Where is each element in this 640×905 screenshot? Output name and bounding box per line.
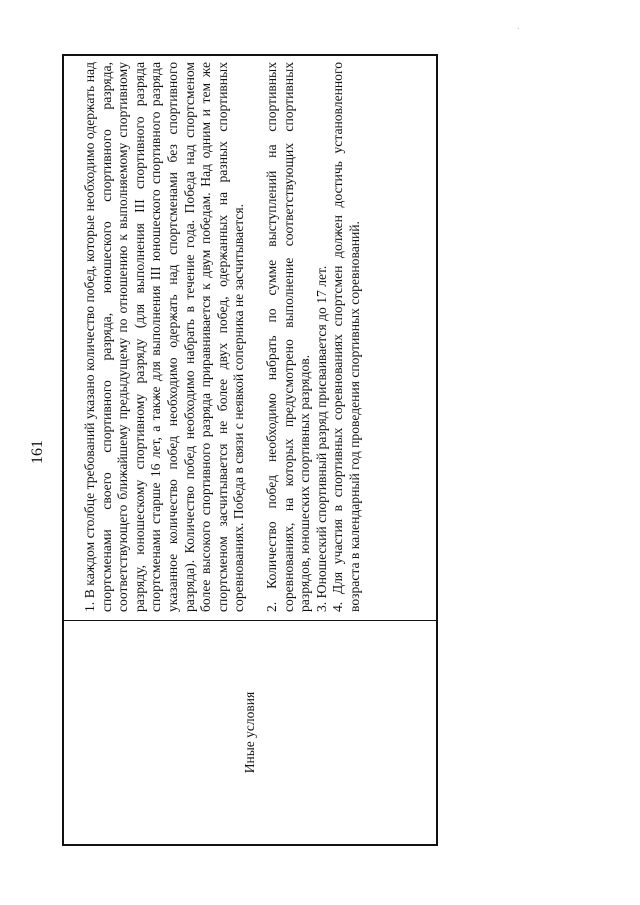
- page-number: 161: [29, 440, 46, 464]
- conditions-table: [62, 54, 438, 846]
- row-label: Иные условия: [242, 691, 257, 774]
- row-content-cell: [64, 56, 436, 620]
- row-label-cell: [64, 620, 436, 844]
- condition-paragraph-2: 2. Количество побед необходимо набрать по сумме выступлений на спортивных соревнованиях, на которых предусмотрено выполнение соответствующих спортивных разрядов, юношеских спортивных разрядов.: [263, 62, 313, 612]
- condition-paragraph-4: 4. Для участия в спортивных соревнованиях спортсмен должен достичь установленного возраста в календарный год проведения спортивных соревнований.: [330, 62, 362, 612]
- table-row: [64, 56, 436, 844]
- scan-speck: ·: [516, 24, 520, 35]
- condition-paragraph-1: 1. В каждом столбце требований указано количество побед, которые необходимо одержать над спортсменами своего спортивного разряда, юношеского спортивного разряда, соответствующего ближайшему предыдущему по отношению к выполняемому спортивному разряду, юношескому спортивному разряду (для выполнения III спортивного разряда спортсменами старше 16 лет, а также для выполнения III юношеского спортивного разряда указанное количество побед необходимо одержать над спортсменами без спортивного разряда). Количество побед необходимо набрать в течение года. Победа над спортсменом более высокого спортивного разряда приравнивается к двум победам. Над одним и тем же спортсменом засчитывается не более двух побед, одержанных на разных спортивных соревнованиях. Победа в связи с неявкой соперника не засчитывается.: [82, 62, 247, 612]
- condition-paragraph-3: 3. Юношеский спортивный разряд присваивается до 17 лет.: [313, 265, 329, 612]
